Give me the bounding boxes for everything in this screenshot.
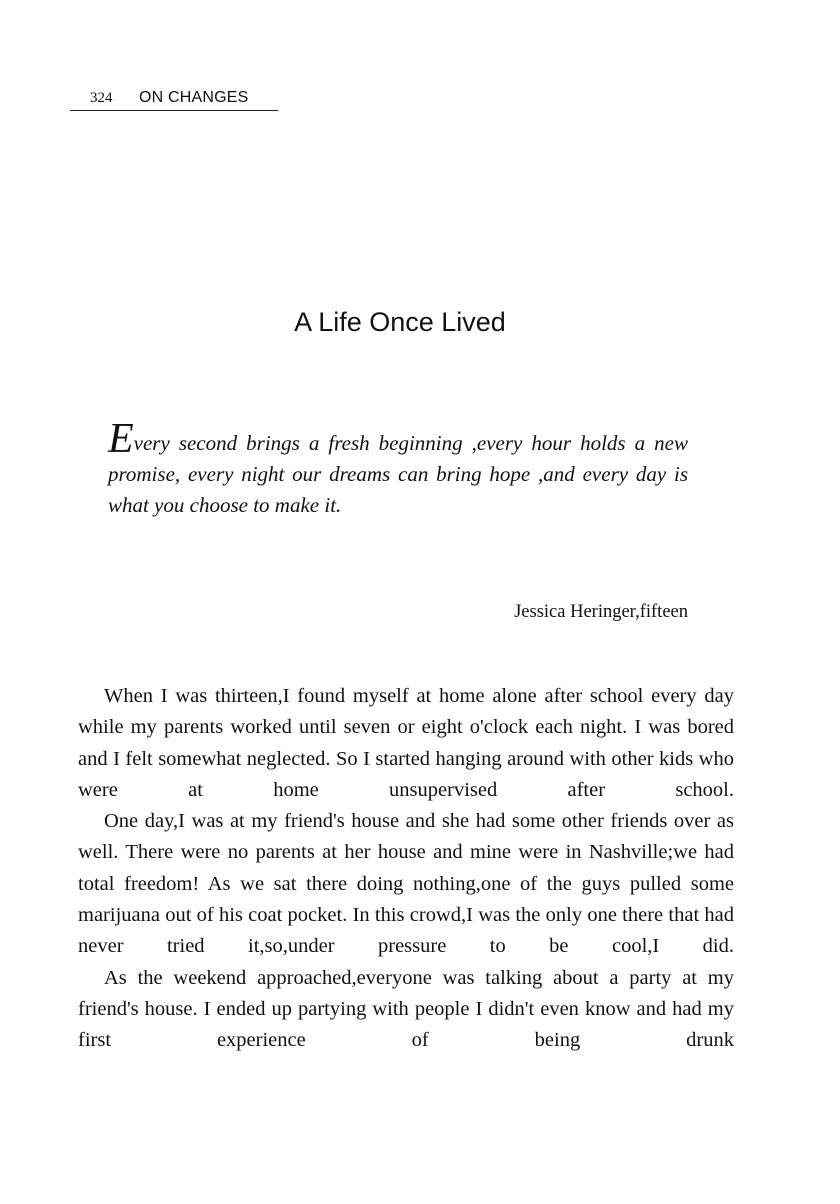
section-title: ON CHANGES [138, 89, 249, 106]
story-title: A Life Once Lived [294, 307, 506, 337]
epigraph-text: very second brings a fresh beginning ,every hour holds a new promise, every night our dreams can bring hope ,and every day is what you choose to make it. [108, 431, 688, 517]
story-body [78, 681, 734, 1057]
epigraph-drop-cap: E [108, 416, 134, 462]
page-number: 324 [90, 90, 113, 106]
body-paragraph-1: When I was thirteen,I found myself at home alone after school every day while my parents worked until seven or eight o'clock each night. I was bored and I felt somewhat neglected. So I started hanging around with other kids who were at home unsupervised after school. [78, 685, 734, 801]
epigraph-attribution: Jessica Heringer,fifteen [514, 602, 688, 622]
epigraph [108, 416, 688, 521]
body-paragraph-3: As the weekend approached,everyone was talking about a party at my friend's house. I ended up partying with people I didn't even know and had my first experience of being drunk [78, 966, 734, 1052]
running-head [70, 86, 278, 111]
body-paragraph-2: One day,I was at my friend's house and she had some other friends over as well. There were no parents at her house and mine were in Nashville;we had total freedom! As we sat there doing nothing,one of the guys pulled some marijuana out of his coat pocket. In this crowd,I was the only one there that had never tried it,so,under pressure to be cool,I did. [78, 810, 734, 958]
